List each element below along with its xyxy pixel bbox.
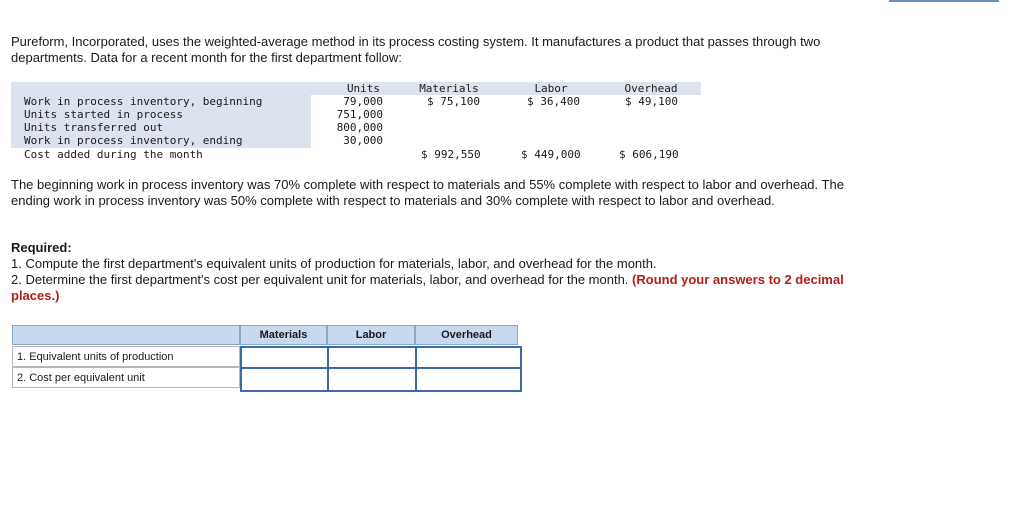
header-materials: Materials: [419, 82, 479, 95]
required-item-2: [11, 272, 871, 304]
answer-cell: [415, 346, 518, 367]
intro-text: Pureform, Incorporated, uses the weighted-average method in its process costing system. It manufactures a product that passes through two departments. Data for a recent month for the first department follow:: [11, 34, 821, 65]
answer-cell: [327, 367, 415, 388]
materials-beginning-value: $ 75,100: [427, 95, 480, 108]
required-section: [11, 240, 871, 304]
column-header-labor: Labor: [327, 325, 415, 345]
overhead-beginning-value: $ 49,100: [625, 95, 678, 108]
header-overhead: Overhead: [624, 82, 678, 95]
answer-cell: [327, 346, 415, 367]
required-item-1: 1. Compute the first department's equivalent units of production for materials, labor, and overhead for the month.: [11, 256, 657, 271]
column-header-overhead: Overhead: [415, 325, 518, 345]
overhead-added-value: $ 606,190: [619, 148, 679, 161]
required-title: Required:: [11, 240, 72, 255]
answer-row-label-cost-per-unit: 2. Cost per equivalent unit: [12, 367, 240, 388]
row-label: Work in process inventory, ending: [24, 134, 243, 147]
header-units: Units: [346, 82, 381, 95]
labor-beginning-value: $ 36,400: [527, 95, 580, 108]
row-label: Work in process inventory, beginning: [24, 95, 263, 108]
row-label: Units started in process: [24, 108, 183, 121]
top-accent-rule: [889, 0, 999, 2]
units-value: 30,000: [343, 134, 383, 147]
completion-text: The beginning work in process inventory was 70% complete with respect to materials and 55% complete with respect to labor and overhead. The ending work in process inventory was 50% complete with respect to materials and 30% complete with respect to labor and overhead.: [11, 177, 844, 208]
cost-per-unit-materials-input[interactable]: [240, 367, 331, 392]
row-label: Units transferred out: [24, 121, 164, 134]
department-data-table: [11, 82, 701, 162]
units-value: 751,000: [336, 108, 383, 121]
required-item-2-text: 2. Determine the first department's cost per equivalent unit for materials, labor, and overhead for the month.: [11, 272, 629, 287]
answer-cell: [240, 367, 327, 388]
rounding-note: (Round your answers to 2 decimal places.): [11, 272, 844, 303]
labor-added-value: $ 449,000: [521, 148, 581, 161]
cost-per-unit-overhead-input[interactable]: [415, 367, 522, 392]
units-value: 79,000: [343, 95, 383, 108]
column-header-materials: Materials: [240, 325, 327, 345]
header-labor: Labor: [534, 82, 568, 95]
answer-table: [12, 325, 518, 389]
answer-row-label-equivalent-units: 1. Equivalent units of production: [12, 346, 240, 367]
answer-corner-header: [12, 325, 240, 345]
row-label: Cost added during the month: [24, 148, 203, 161]
materials-added-value: $ 992,550: [421, 148, 481, 161]
units-value: 800,000: [336, 121, 383, 134]
answer-cell: [240, 346, 327, 367]
answer-cell: [415, 367, 518, 388]
cost-per-unit-labor-input[interactable]: [327, 367, 419, 392]
